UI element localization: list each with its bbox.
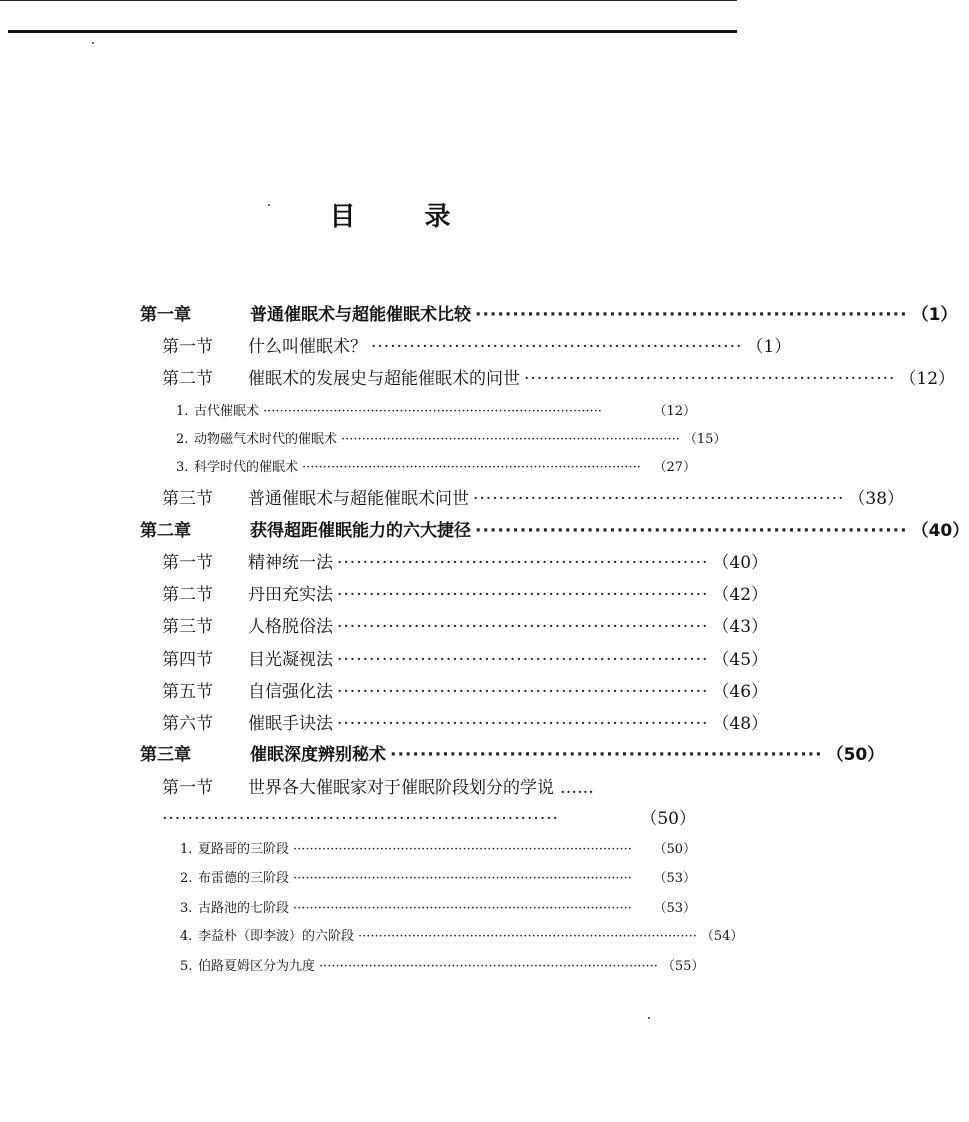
section-title: 什么叫催眠术？: [248, 337, 367, 357]
page-title: 目 录: [329, 202, 481, 232]
page-number: （1）: [746, 337, 792, 357]
page-number: （38）: [848, 489, 905, 509]
leader-dots: ··························································: [371, 337, 743, 357]
section-title: 人格脱俗法: [248, 617, 333, 637]
section-label: 第三节: [162, 617, 213, 637]
page-number: （40）: [712, 553, 769, 573]
toc-section-1-2[interactable]: [162, 364, 956, 389]
leader-dots: ··························································: [337, 553, 709, 573]
section-label: 第二节: [162, 585, 213, 605]
leader-dots: ··························································: [337, 714, 709, 734]
leader-dots: ··························································: [473, 489, 845, 509]
leader-dots: ······························································: [162, 809, 560, 829]
toc-item-1-2-1[interactable]: [176, 400, 696, 419]
section-title: 丹田充实法: [248, 585, 333, 605]
section-title: 目光凝视法: [248, 650, 333, 670]
page-number: （50）: [640, 809, 696, 829]
toc-item-3-1-2[interactable]: [180, 867, 696, 886]
section-label: 第六节: [162, 714, 213, 734]
toc-item-3-1-1[interactable]: [180, 838, 696, 857]
item-title: 科学时代的催眠术: [194, 460, 299, 475]
toc-item-3-1-4[interactable]: [180, 925, 744, 944]
toc-chapter-3[interactable]: [140, 740, 885, 765]
toc-section-1-3[interactable]: [162, 484, 905, 509]
page-number: （15）: [683, 432, 727, 447]
item-title: 动物磁气术时代的催眠术: [194, 432, 338, 447]
leader-dots: ··················································································: [263, 404, 602, 419]
section-title: 精神统一法: [248, 553, 333, 573]
page-number: （27）: [653, 460, 696, 475]
item-number: 2.: [176, 432, 189, 447]
leader-dots: ··························································: [337, 585, 709, 605]
toc-section-3-1-continued: [162, 804, 696, 829]
toc-item-1-2-3[interactable]: [176, 456, 696, 475]
page-number: （50）: [653, 842, 696, 857]
page-number: （43）: [712, 617, 769, 637]
page-number: （12）: [899, 369, 956, 389]
chapter-label: 第三章: [140, 745, 191, 765]
toc-item-1-2-2[interactable]: [176, 428, 727, 447]
section-title: 催眠术的发展史与超能催眠术的问世: [248, 369, 520, 389]
item-title: 伯路夏姆区分为九度: [198, 959, 316, 974]
chapter-title: 获得超距催眠能力的六大捷径: [250, 521, 471, 541]
page-number: （54）: [700, 929, 744, 944]
section-title: 世界各大催眠家对于催眠阶段划分的学说: [248, 778, 554, 798]
leader-dots: ··························································: [337, 650, 709, 670]
scan-speck: [648, 1017, 650, 1019]
item-title: 古代催眠术: [194, 404, 260, 419]
section-label: 第一节: [162, 337, 213, 357]
page-number: （50）: [826, 745, 885, 765]
toc-section-2-6[interactable]: [162, 709, 769, 734]
toc-section-2-1[interactable]: [162, 548, 769, 573]
leader-dots: ··························································: [475, 305, 908, 325]
page-number: （42）: [712, 585, 769, 605]
toc-section-2-3[interactable]: [162, 612, 769, 637]
leader-dots: ··························································: [337, 682, 709, 702]
leader-dots: ··························································: [390, 745, 823, 765]
leader-dots: ··················································································: [341, 432, 680, 447]
page-number: （40）: [911, 521, 969, 541]
section-label: 第一节: [162, 778, 213, 798]
page-number: （48）: [712, 714, 769, 734]
toc-section-1-1[interactable]: [162, 332, 792, 357]
section-title: 普通催眠术与超能催眠术问世: [248, 489, 469, 509]
leader-dots: ··················································································: [293, 842, 632, 857]
item-title: 古路池的七阶段: [198, 901, 290, 916]
section-label: 第二节: [162, 369, 213, 389]
page-number: （55）: [661, 959, 705, 974]
page-number: （46）: [712, 682, 769, 702]
toc-section-2-5[interactable]: [162, 677, 769, 702]
page-number: （12）: [653, 404, 696, 419]
leader-dots: ··························································: [524, 369, 896, 389]
leader-dots: ··························································: [475, 521, 908, 541]
chapter-label: 第二章: [140, 521, 191, 541]
toc-item-3-1-3[interactable]: [180, 897, 696, 916]
header-rule: [8, 30, 737, 33]
section-label: 第四节: [162, 650, 213, 670]
item-number: 1.: [176, 404, 189, 419]
leader-dots: ··················································································: [293, 901, 632, 916]
section-label: 第五节: [162, 682, 213, 702]
toc-chapter-1[interactable]: [140, 300, 958, 325]
chapter-title: 催眠深度辨别秘术: [250, 745, 386, 765]
leader-dots: ··························································: [337, 617, 709, 637]
page-number: （45）: [712, 650, 769, 670]
chapter-title: 普通催眠术与超能催眠术比较: [250, 305, 471, 325]
leader-dots: ··················································································: [293, 871, 632, 886]
title-continuation-dots: ……: [560, 778, 594, 798]
item-title: 李益朴（即李波）的六阶段: [198, 929, 355, 944]
item-title: 夏路哥的三阶段: [198, 842, 290, 857]
section-title: 自信强化法: [248, 682, 333, 702]
toc-item-3-1-5[interactable]: [180, 955, 705, 974]
toc-section-3-1[interactable]: [162, 773, 696, 798]
item-number: 4.: [180, 929, 193, 944]
item-number: 3.: [180, 901, 193, 916]
section-label: 第三节: [162, 489, 213, 509]
toc-section-2-2[interactable]: [162, 580, 769, 605]
toc-section-2-4[interactable]: [162, 645, 769, 670]
top-border-line: [0, 0, 737, 1]
item-number: 5.: [180, 959, 193, 974]
scan-speck: [92, 42, 94, 44]
toc-chapter-2[interactable]: [140, 516, 969, 541]
section-label: 第一节: [162, 553, 213, 573]
item-number: 2.: [180, 871, 193, 886]
section-title: 催眠手诀法: [248, 714, 333, 734]
page-number: （53）: [653, 901, 696, 916]
leader-dots: ··················································································: [302, 460, 641, 475]
item-number: 1.: [180, 842, 193, 857]
leader-dots: ··················································································: [358, 929, 697, 944]
item-number: 3.: [176, 460, 189, 475]
page-number: （1）: [911, 305, 958, 325]
chapter-label: 第一章: [140, 305, 191, 325]
leader-dots: ··················································································: [319, 959, 658, 974]
page-number: （53）: [653, 871, 696, 886]
item-title: 布雷德的三阶段: [198, 871, 290, 886]
